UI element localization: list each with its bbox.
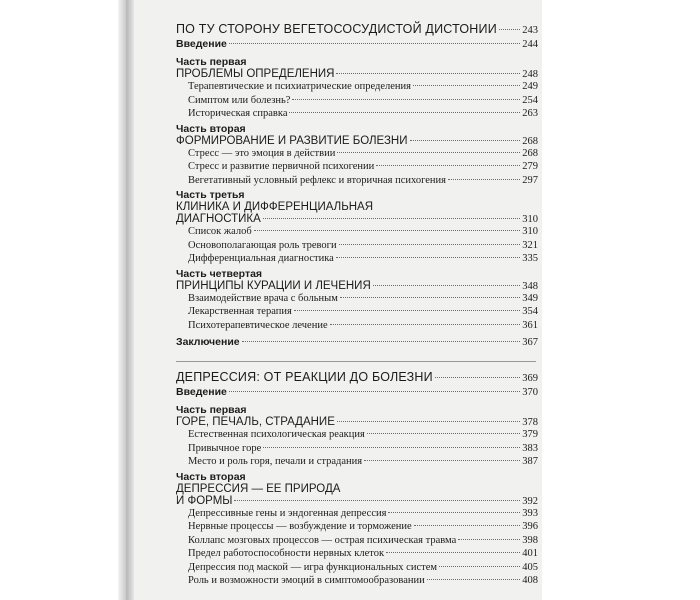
entry-label: Место и роль горя, печали и страдания	[188, 456, 363, 467]
page-number: 401	[522, 548, 538, 559]
page-number: 396	[522, 521, 538, 532]
page-number: 310	[522, 226, 538, 237]
page-number: 310	[522, 214, 538, 225]
entry-label: Симптом или болезнь?	[188, 94, 291, 106]
leader-dots	[448, 179, 520, 180]
page-number: 249	[522, 81, 538, 92]
entry-label: Введение	[176, 386, 227, 398]
page-number: 408	[522, 575, 538, 586]
page-number: 348	[522, 280, 538, 292]
toc-entry[interactable]	[176, 561, 538, 575]
toc-entry[interactable]	[176, 160, 538, 174]
page-number: 268	[522, 135, 538, 147]
intro-entry[interactable]	[176, 38, 538, 50]
part-label: Часть вторая	[176, 122, 246, 135]
section-heading[interactable]	[176, 370, 538, 384]
page-number: 361	[522, 319, 538, 331]
page-number: 398	[522, 534, 538, 546]
page-number: 370	[522, 387, 538, 398]
section-divider	[176, 361, 536, 362]
page-number: 378	[522, 417, 538, 428]
page-number: 248	[522, 69, 538, 80]
toc-entry[interactable]	[176, 239, 538, 253]
leader-dots	[499, 29, 520, 30]
leader-dots	[367, 433, 520, 434]
entry-label: Нервные процессы — возбуждение и торможение	[188, 521, 412, 532]
leader-dots	[234, 500, 520, 501]
entry-label: Депрессивные гены и эндогенная депрессия	[188, 507, 387, 519]
section-title: ПО ТУ СТОРОНУ ВЕГЕТОСОСУДИСТОЙ ДИСТОНИИ	[176, 22, 497, 36]
toc-entry[interactable]	[176, 147, 538, 161]
toc-entry[interactable]	[176, 507, 538, 521]
page-number: 369	[522, 373, 538, 384]
toc-entry[interactable]	[176, 305, 538, 319]
entry-label: Стресс — это эмоция в действии	[188, 147, 336, 159]
part-label: Часть четвертая	[176, 267, 263, 280]
toc-entry[interactable]	[176, 174, 538, 188]
entry-label: Депрессия под маской — игра функциональных систем	[188, 561, 437, 573]
part-title: ГОРЕ, ПЕЧАЛЬ, СТРАДАНИЕ	[176, 416, 335, 428]
part-heading[interactable]	[176, 213, 538, 225]
leader-dots	[229, 391, 520, 392]
leader-dots	[376, 165, 520, 166]
toc-entry[interactable]	[176, 442, 538, 456]
leader-dots	[337, 421, 520, 422]
part-label: Часть третья	[176, 189, 245, 201]
entry-label: Терапевтические и психиатрические определения	[188, 81, 411, 92]
page-number: 393	[522, 507, 538, 519]
page-number: 254	[522, 94, 538, 106]
leader-dots	[339, 244, 521, 245]
leader-dots	[292, 99, 520, 100]
part-heading[interactable]	[176, 68, 538, 80]
part-label: Часть первая	[176, 56, 247, 68]
entry-label: Основополагающая роль тревоги	[188, 239, 337, 251]
entry-label: Историческая справка	[188, 108, 288, 119]
toc-entry[interactable]	[176, 107, 538, 121]
outro-entry[interactable]	[176, 336, 538, 348]
toc-entry[interactable]	[176, 547, 538, 561]
leader-dots	[388, 512, 520, 513]
leader-dots	[427, 579, 521, 580]
entry-label: Вегетативный условный рефлекс и вторичная психогения	[188, 174, 446, 186]
page-number: 367	[522, 337, 538, 348]
part-title: ПРИНЦИПЫ КУРАЦИИ И ЛЕЧЕНИЯ	[176, 279, 371, 292]
toc-entry[interactable]	[176, 292, 538, 306]
part-heading[interactable]	[176, 135, 538, 147]
page-number: 387	[522, 456, 538, 467]
page-number: 383	[522, 442, 538, 454]
entry-label: Дифференциальная диагностика	[188, 253, 334, 264]
leader-dots	[336, 257, 520, 258]
part-heading[interactable]	[176, 416, 538, 428]
section-heading[interactable]	[176, 22, 538, 36]
leader-dots	[330, 324, 521, 325]
entry-label: Введение	[176, 38, 227, 50]
page-number: 243	[522, 25, 538, 36]
page-number: 392	[522, 495, 538, 507]
toc-entry[interactable]	[176, 574, 538, 588]
leader-dots	[414, 525, 521, 526]
leader-dots	[413, 85, 520, 86]
part-title: ПРОБЛЕМЫ ОПРЕДЕЛЕНИЯ	[176, 68, 335, 80]
entry-label: Список жалоб	[188, 226, 252, 237]
leader-dots	[364, 460, 520, 461]
leader-dots	[410, 140, 521, 141]
leader-dots	[289, 112, 520, 113]
entry-label: Взаимодействие врача с больным	[188, 292, 338, 304]
background-margin	[542, 0, 700, 600]
part-label: Часть вторая	[176, 470, 246, 483]
toc-entry[interactable]	[176, 225, 538, 239]
leader-dots	[242, 341, 521, 342]
page-number: 349	[522, 292, 538, 304]
table-of-contents	[176, 22, 538, 588]
leader-dots	[439, 566, 520, 567]
leader-dots	[458, 539, 520, 540]
entry-label: Психотерапевтическое лечение	[188, 319, 328, 331]
part-title: ФОРМИРОВАНИЕ И РАЗВИТИЕ БОЛЕЗНИ	[176, 134, 408, 147]
entry-label: Предел работоспособности нервных клеток	[188, 548, 385, 559]
page-number: 379	[522, 429, 538, 440]
page-number: 354	[522, 306, 538, 317]
part-title: ДИАГНОСТИКА	[176, 213, 261, 225]
toc-entry[interactable]	[176, 455, 538, 469]
part-label: Часть первая	[176, 404, 247, 416]
left-page	[0, 0, 118, 600]
toc-entry[interactable]	[176, 428, 538, 442]
entry-label: Заключение	[176, 336, 240, 348]
page-number: 268	[522, 147, 538, 159]
leader-dots	[337, 152, 520, 153]
leader-dots	[294, 310, 520, 311]
intro-entry[interactable]	[176, 386, 538, 398]
book-spine	[118, 0, 134, 600]
leader-dots	[263, 447, 520, 448]
page-number: 263	[522, 108, 538, 119]
leader-dots	[373, 285, 521, 286]
section-title: ДЕПРЕССИЯ: ОТ РЕАКЦИИ ДО БОЛЕЗНИ	[176, 370, 433, 384]
part-heading[interactable]	[176, 495, 538, 507]
toc-entry[interactable]	[176, 252, 538, 266]
part-heading[interactable]	[176, 280, 538, 292]
entry-label: Естественная психологическая реакция	[188, 429, 365, 440]
page-number: 244	[522, 39, 538, 50]
leader-dots	[263, 218, 520, 219]
leader-dots	[435, 377, 520, 378]
part-title: И ФОРМЫ	[176, 494, 233, 507]
entry-label: Привычное горе	[188, 442, 262, 454]
entry-label: Роль и возможности эмоций в симптомообразовании	[188, 575, 425, 586]
leader-dots	[336, 73, 520, 74]
toc-entry[interactable]	[176, 94, 538, 108]
toc-entry[interactable]	[176, 319, 538, 333]
entry-label: Стресс и развитие первичной психогении	[188, 161, 375, 172]
entry-label: Лекарственная терапия	[188, 306, 292, 317]
part-title-line: ДЕПРЕССИЯ — ЕЕ ПРИРОДА	[176, 482, 341, 495]
toc-entry[interactable]	[176, 534, 538, 548]
entry-label: Коллапс мозговых процессов — острая психическая травма	[188, 534, 457, 546]
page-number: 297	[522, 174, 538, 186]
page-number: 335	[522, 253, 538, 264]
leader-dots	[340, 297, 520, 298]
leader-dots	[254, 230, 521, 231]
toc-entry[interactable]	[176, 520, 538, 534]
toc-entry[interactable]	[176, 80, 538, 94]
page-number: 321	[522, 239, 538, 251]
page-number: 405	[522, 561, 538, 573]
page-number: 279	[522, 161, 538, 172]
leader-dots	[229, 43, 520, 44]
leader-dots	[386, 552, 520, 553]
part-title-line: КЛИНИКА И ДИФФЕРЕНЦИАЛЬНАЯ	[176, 201, 374, 213]
